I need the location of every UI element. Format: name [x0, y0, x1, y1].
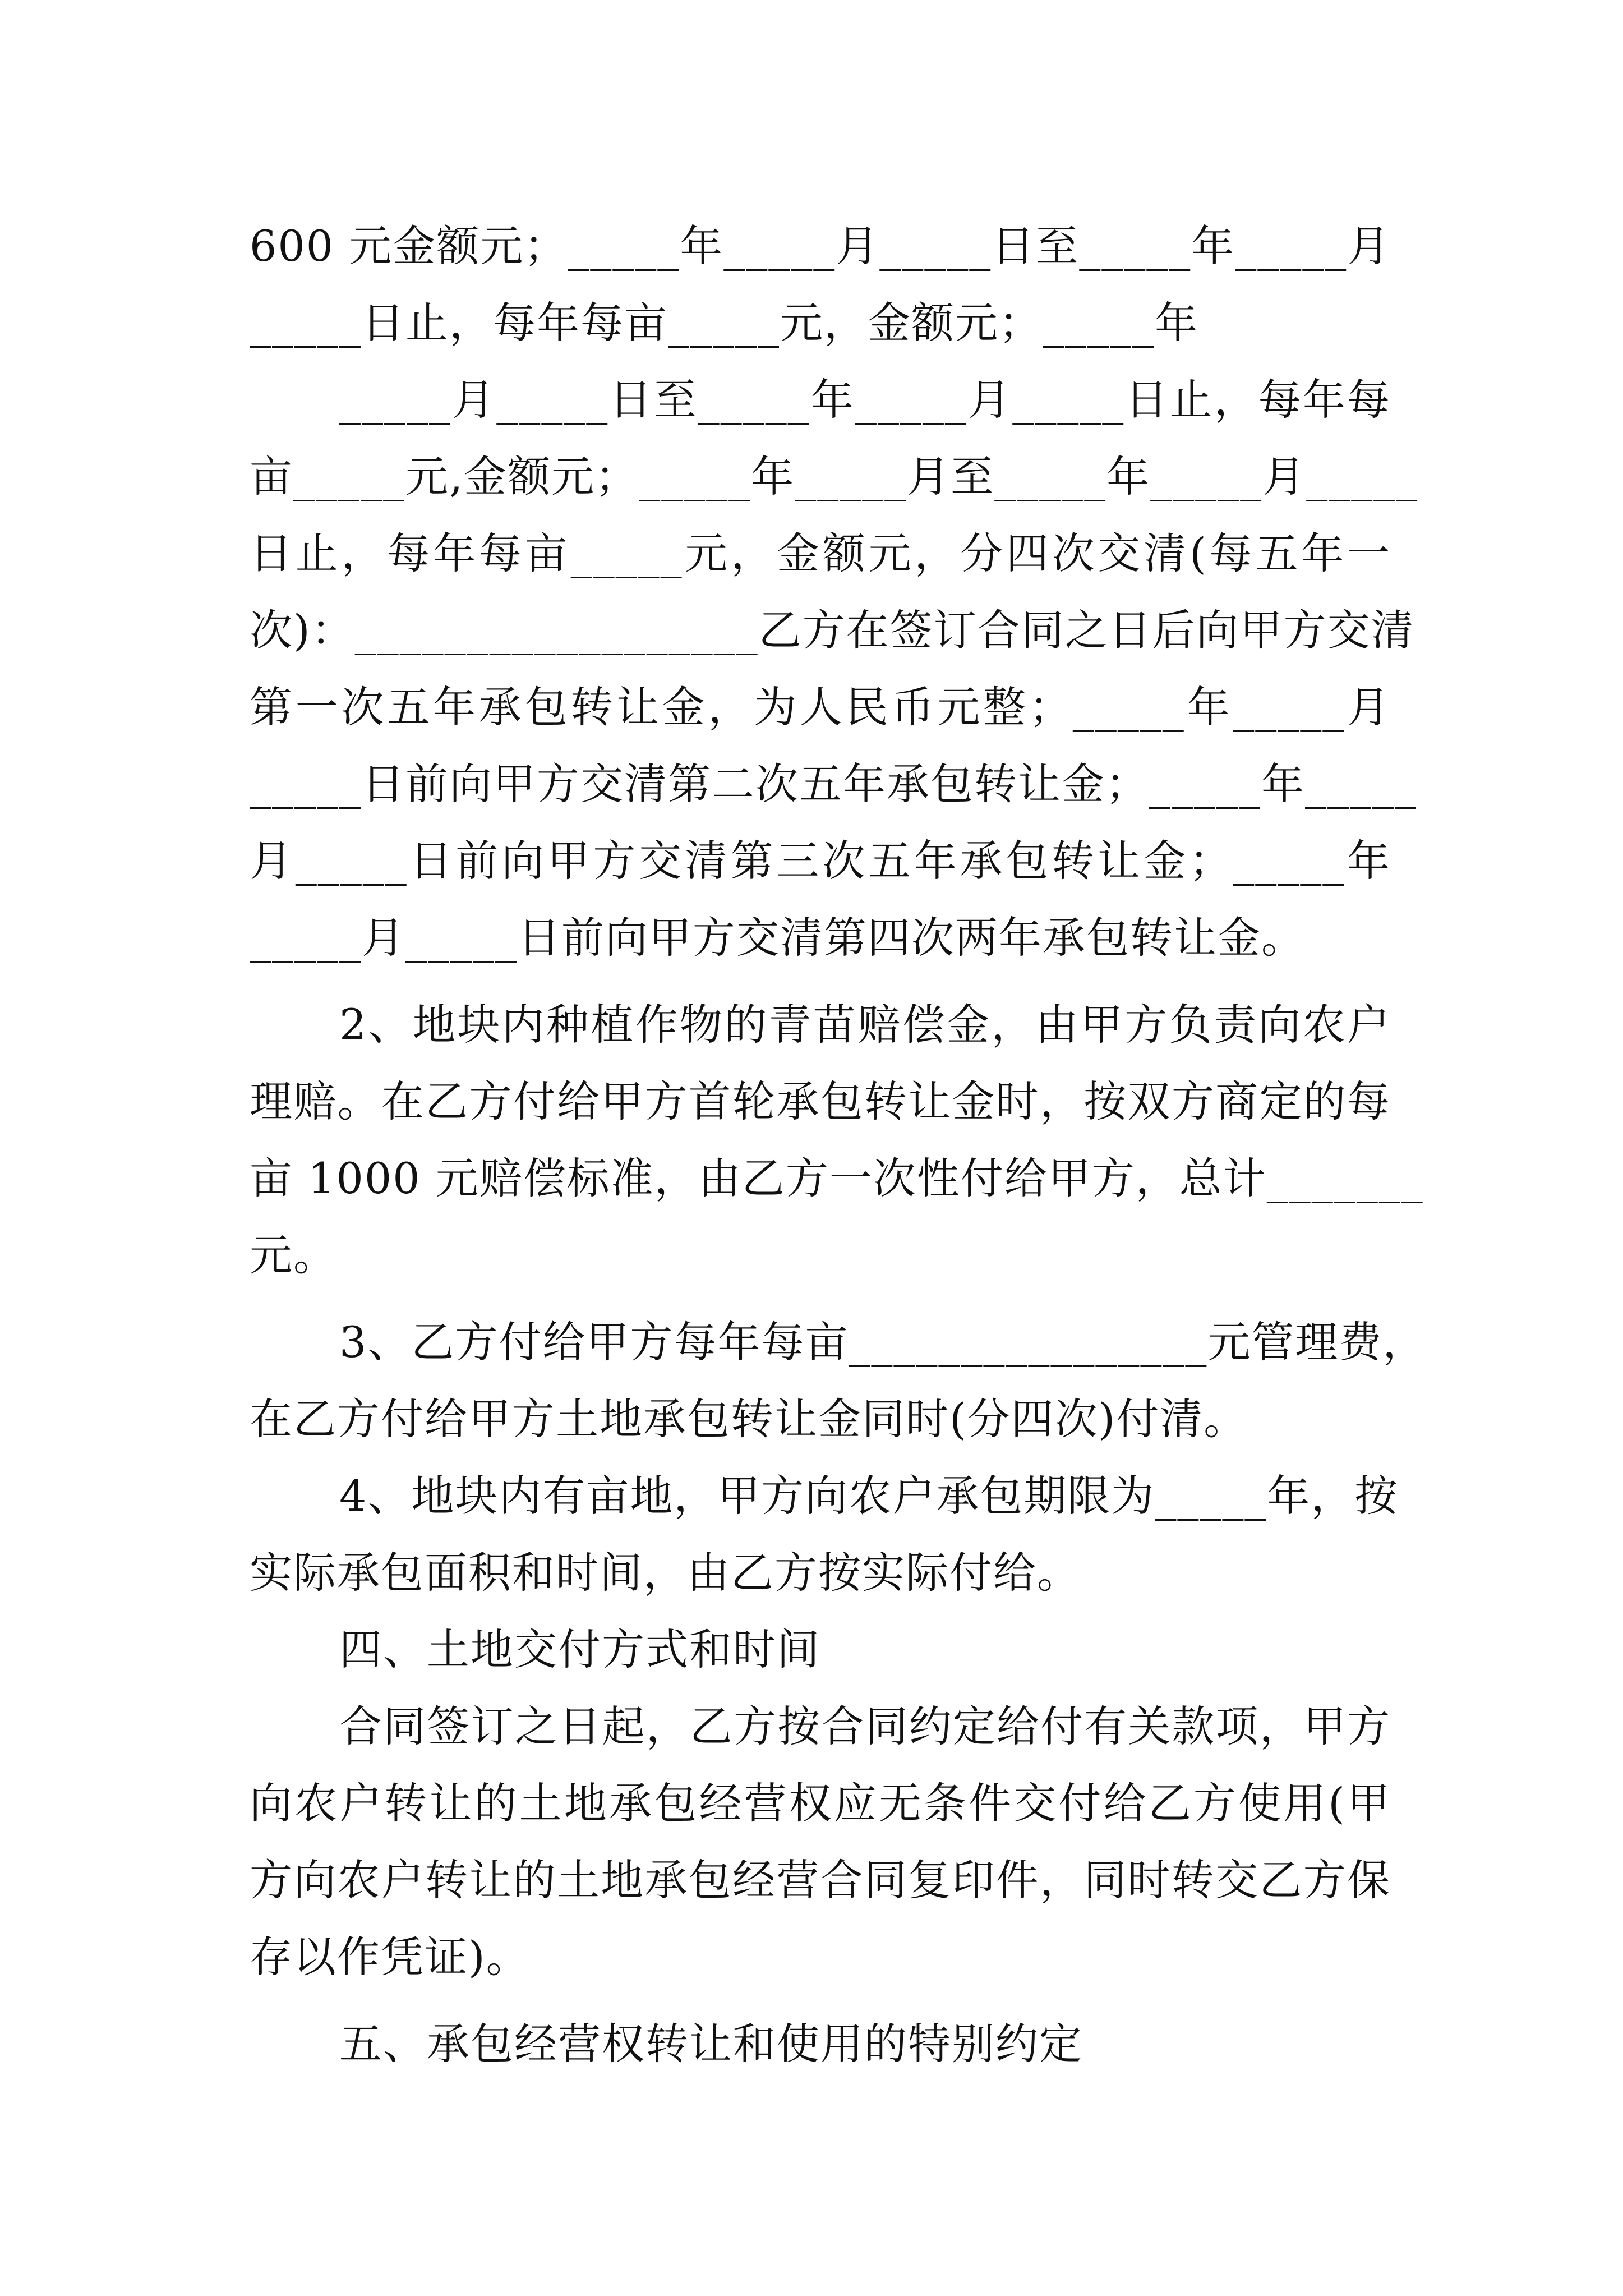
text-line: 在乙方付给甲方土地承包转让金同时(分四次)付清。: [250, 1394, 1248, 1444]
text-line: _____月_____日至_____年_____月_____日止，每年每: [339, 375, 1391, 425]
text-line: _____日止，每年每亩_____元，金额元；_____年: [250, 298, 1198, 348]
paragraph-start: 2、地块内种植作物的青苗赔偿金，由甲方负责向农户: [339, 1000, 1391, 1050]
text-line: 亩_____元,金额元；_____年_____月至_____年_____月_____: [250, 452, 1419, 501]
text-line: 实际承包面积和时间，由乙方按实际付给。: [250, 1548, 1081, 1598]
text-line: 存以作凭证)。: [250, 1932, 530, 1982]
text-line: 向农户转让的土地承包经营权应无条件交付给乙方使用(甲: [250, 1778, 1391, 1828]
text-line: 方向农户转让的土地承包经营合同复印件，同时转交乙方保: [250, 1855, 1391, 1905]
section-heading: 四、土地交付方式和时间: [339, 1625, 820, 1674]
text-line: 月_____日前向甲方交清第三次五年承包转让金；_____年: [250, 836, 1391, 886]
paragraph-start: 4、地块内有亩地，甲方向农户承包期限为_____年，按: [339, 1471, 1399, 1521]
paragraph-start: 3、乙方付给甲方每年每亩________________元管理费，: [339, 1317, 1427, 1367]
text-line: 第一次五年承包转让金，为人民币元整；_____年_____月: [250, 682, 1391, 732]
text-line: _____月_____日前向甲方交清第四次两年承包转让金。: [250, 913, 1305, 963]
text-line: 600 元金额元；_____年_____月_____日至_____年_____月: [250, 221, 1391, 271]
text-line: 元。: [250, 1230, 337, 1280]
section-heading: 五、承包经营权转让和使用的特别约定: [339, 2019, 1083, 2069]
text-line: _____日前向甲方交清第二次五年承包转让金；_____年_____: [250, 759, 1417, 809]
text-line: 理赔。在乙方付给甲方首轮承包转让金时，按双方商定的每: [250, 1076, 1391, 1126]
text-line: 次)：__________________乙方在签订合同之日后向甲方交清: [250, 605, 1415, 655]
text-line: 日止，每年每亩_____元，金额元，分四次交清(每五年一: [250, 528, 1391, 578]
document-body: [250, 208, 1427, 2082]
text-line: 亩 1000 元赔偿标准，由乙方一次性付给甲方，总计_______: [250, 1153, 1424, 1203]
paragraph-start: 合同签订之日起，乙方按合同约定给付有关款项，甲方: [339, 1701, 1391, 1751]
